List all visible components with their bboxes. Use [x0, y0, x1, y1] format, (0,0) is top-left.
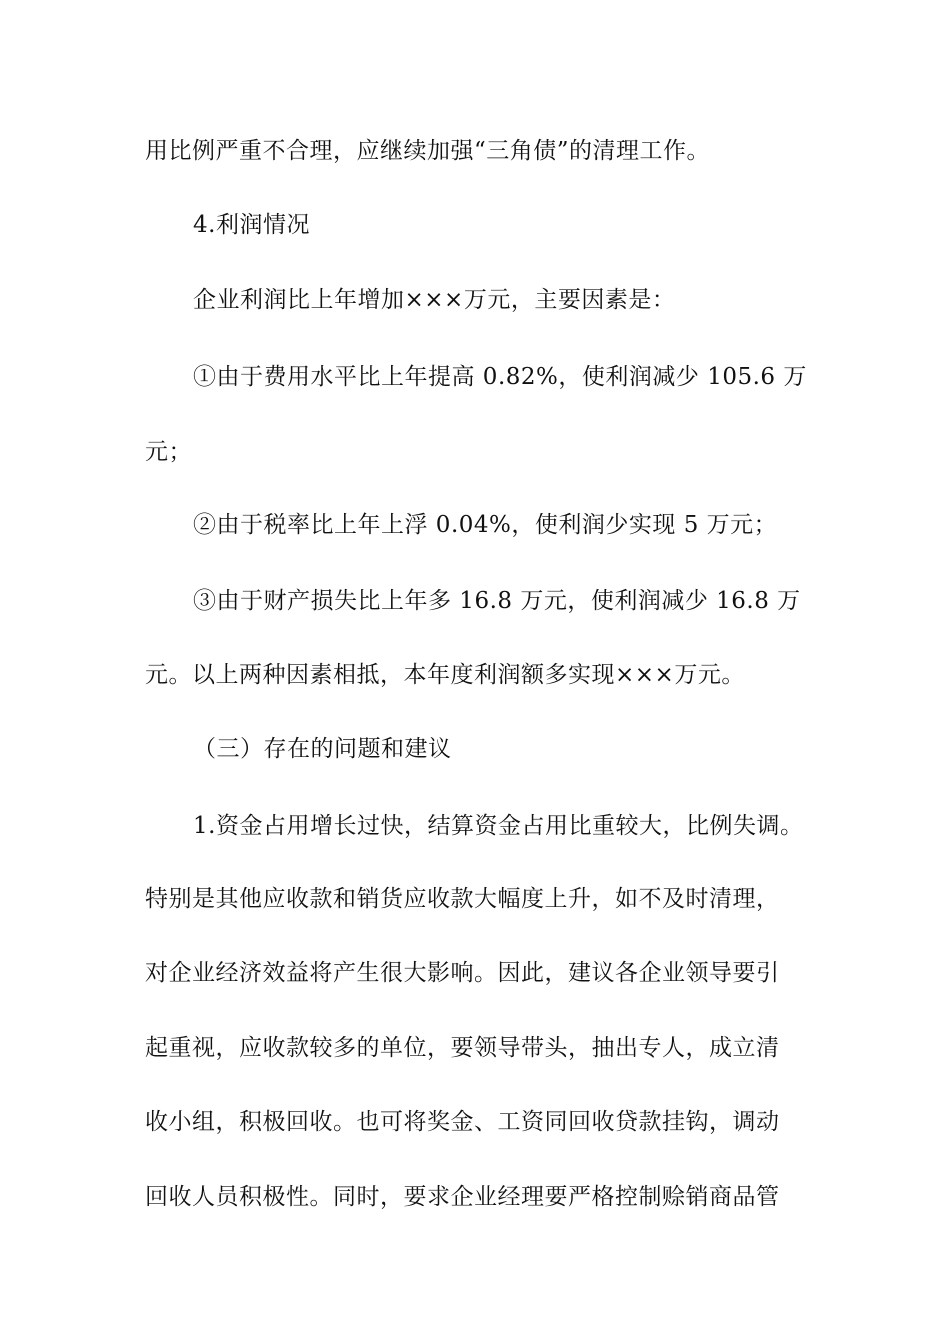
paragraph-line: 1.资金占用增长过快，结算资金占用比重较大，比例失调。 — [193, 813, 804, 839]
section-heading-profit: 4.利润情况 — [193, 212, 310, 238]
section-heading-problems: （三）存在的问题和建议 — [193, 736, 452, 762]
paragraph-line: 企业利润比上年增加×××万元，主要因素是： — [193, 287, 676, 313]
paragraph-line: 回收人员积极性。同时，要求企业经理要严格控制赊销商品管 — [145, 1184, 780, 1210]
list-item-1: ①由于费用水平比上年提高 0.82%，使利润减少 105.6 万 — [193, 364, 807, 390]
paragraph-line: 收小组，积极回收。也可将奖金、工资同回收贷款挂钩，调动 — [145, 1109, 780, 1135]
paragraph-line: 起重视，应收款较多的单位，要领导带头，抽出专人，成立清 — [145, 1035, 780, 1061]
list-item-3: ③由于财产损失比上年多 16.8 万元，使利润减少 16.8 万 — [193, 588, 801, 614]
list-item-2: ②由于税率比上年上浮 0.04%，使利润少实现 5 万元； — [193, 512, 778, 538]
paragraph-line: 元； — [145, 439, 192, 465]
paragraph-line: 特别是其他应收款和销货应收款大幅度上升，如不及时清理， — [145, 886, 780, 912]
paragraph-line: 对企业经济效益将产生很大影响。因此，建议各企业领导要引 — [145, 960, 780, 986]
paragraph-line: 元。以上两种因素相抵，本年度利润额多实现×××万元。 — [145, 662, 745, 688]
paragraph-line: 用比例严重不合理，应继续加强“三角债”的清理工作。 — [145, 138, 711, 164]
